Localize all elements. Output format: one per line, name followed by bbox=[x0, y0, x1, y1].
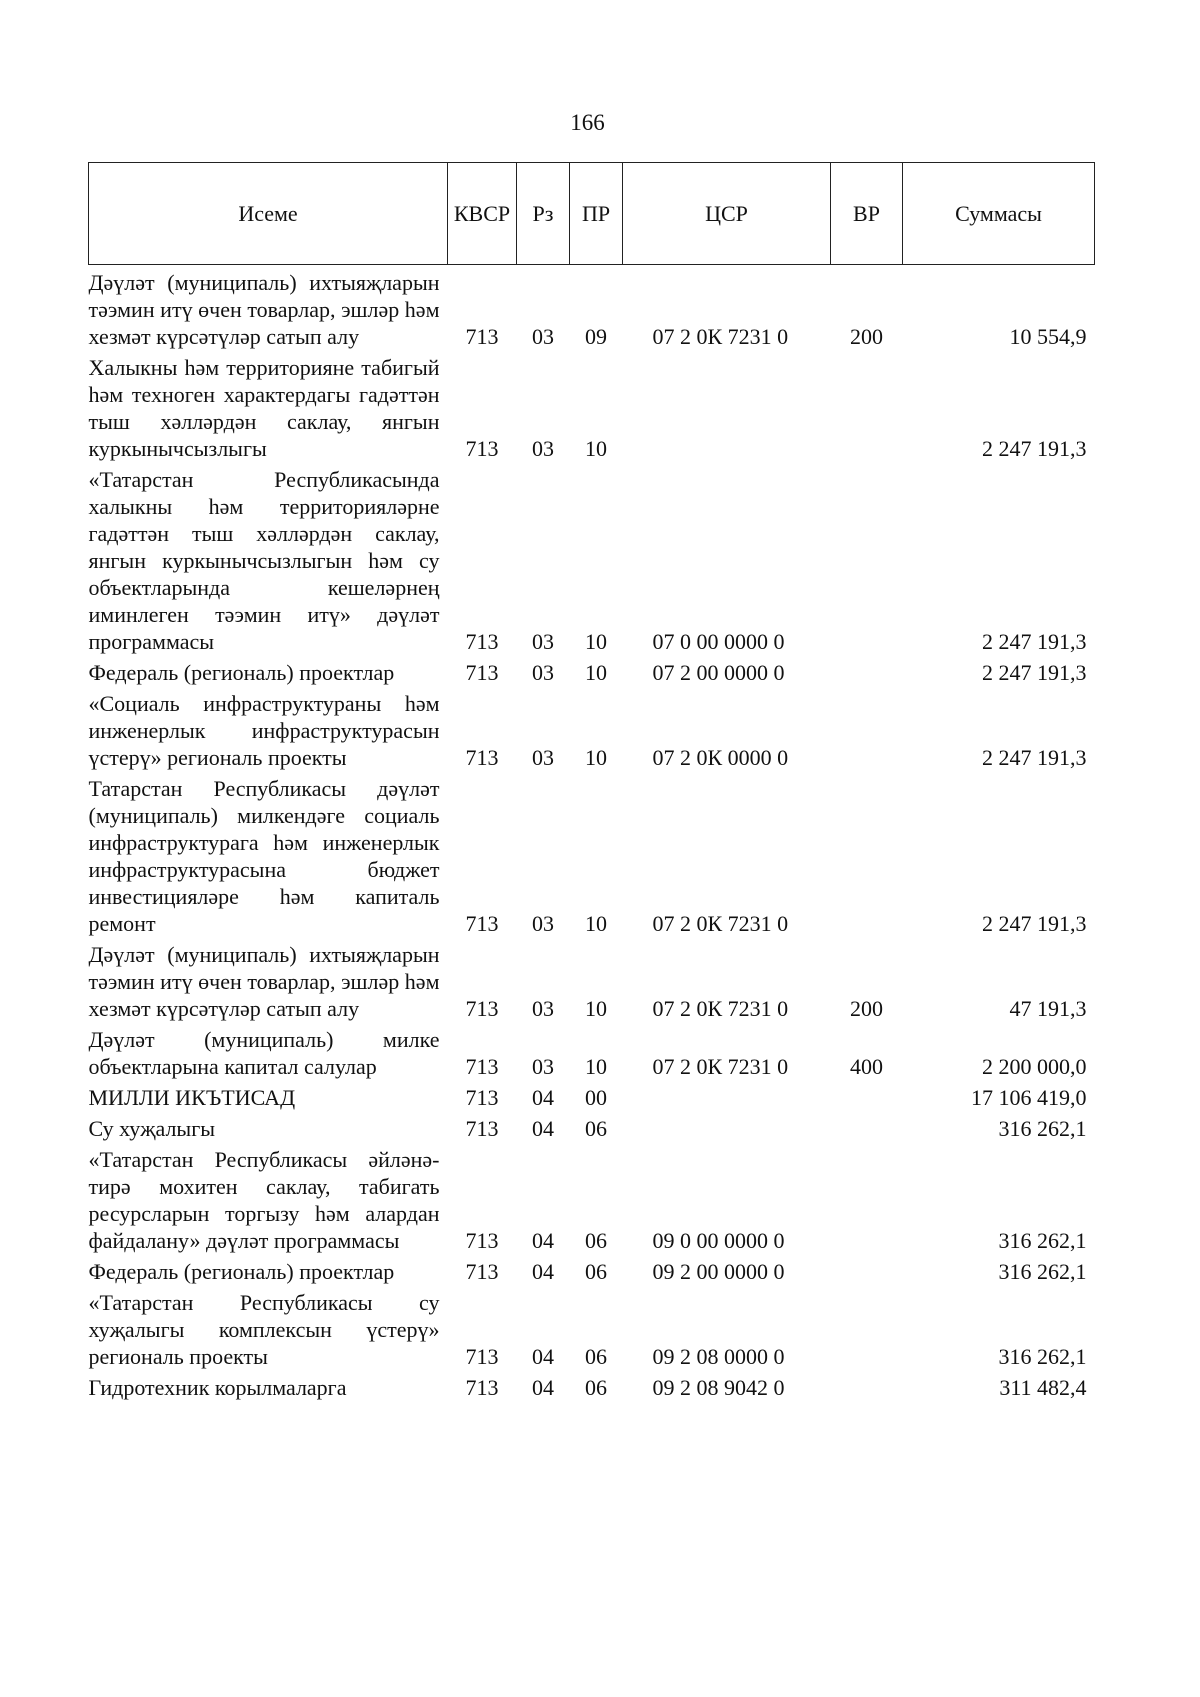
row-sum: 316 262,1 bbox=[998, 1116, 1087, 1141]
row-sum: 2 200 000,0 bbox=[982, 1054, 1087, 1079]
row-name: «Социаль инфраструктураны һәм инженерлык инфраструктурасын үстерү» региональ проекты bbox=[88, 691, 440, 770]
row-pr: 10 bbox=[585, 660, 607, 685]
row-csr: 07 2 0К 0000 0 bbox=[652, 745, 789, 770]
row-csr: 09 2 08 0000 0 bbox=[652, 1344, 785, 1369]
row-sum: 47 191,3 bbox=[1009, 996, 1087, 1021]
row-rz: 03 bbox=[532, 324, 554, 349]
row-rz: 03 bbox=[532, 436, 554, 461]
row-vr bbox=[831, 1287, 903, 1372]
table-row bbox=[89, 688, 1095, 773]
row-vr: 200 bbox=[850, 996, 883, 1021]
table-row bbox=[89, 773, 1095, 939]
header-csr: ЦСР bbox=[623, 163, 831, 265]
table-row bbox=[89, 1256, 1095, 1287]
row-pr: 06 bbox=[585, 1116, 607, 1141]
row-pr: 10 bbox=[585, 436, 607, 461]
row-name: Федераль (региональ) проектлар bbox=[88, 660, 395, 685]
row-kvsr: 713 bbox=[465, 911, 499, 936]
row-csr bbox=[623, 352, 831, 464]
row-rz: 03 bbox=[532, 911, 554, 936]
row-rz: 03 bbox=[532, 996, 554, 1021]
row-sum: 2 247 191,3 bbox=[982, 911, 1087, 936]
row-vr bbox=[831, 1256, 903, 1287]
row-name: «Татарстан Республикасында халыкны һәм территорияләрне гадәттән тыш хәлләрдән саклау, янгын куркынычсызлыгын һәм су объектларында кешеләрнең иминлеген тәэмин итү» дәүләт программасы bbox=[88, 467, 440, 654]
row-vr bbox=[831, 1082, 903, 1113]
row-csr bbox=[623, 1082, 831, 1113]
row-name: Халыкны һәм территорияне табигый һәм техноген характердагы гадәттән тыш хәлләрдән саклау, янгын куркынычсызлыгы bbox=[88, 355, 440, 461]
table-row bbox=[89, 1287, 1095, 1372]
row-vr bbox=[831, 688, 903, 773]
row-name: Дәүләт (муниципаль) милке объектларына капитал салулар bbox=[88, 1027, 440, 1079]
page-number: 166 bbox=[570, 110, 605, 135]
row-rz: 04 bbox=[532, 1228, 554, 1253]
row-vr bbox=[831, 352, 903, 464]
row-vr bbox=[831, 464, 903, 657]
row-rz: 03 bbox=[532, 660, 554, 685]
row-vr bbox=[831, 657, 903, 688]
row-name: «Татарстан Республикасы су хуҗалыгы комплексын үстерү» региональ проекты bbox=[88, 1290, 440, 1369]
row-pr: 10 bbox=[585, 1054, 607, 1079]
row-pr: 09 bbox=[585, 324, 607, 349]
row-pr: 10 bbox=[585, 911, 607, 936]
row-vr bbox=[831, 1144, 903, 1256]
header-pr: ПР bbox=[570, 163, 623, 265]
table-row bbox=[89, 657, 1095, 688]
row-kvsr: 713 bbox=[465, 1344, 499, 1369]
row-sum: 2 247 191,3 bbox=[982, 745, 1087, 770]
row-csr bbox=[623, 1113, 831, 1144]
row-sum: 316 262,1 bbox=[998, 1259, 1087, 1284]
row-csr: 07 2 0К 7231 0 bbox=[652, 324, 789, 349]
row-vr bbox=[831, 1113, 903, 1144]
row-rz: 04 bbox=[532, 1259, 554, 1284]
row-kvsr: 713 bbox=[465, 324, 499, 349]
row-csr: 07 2 0К 7231 0 bbox=[652, 1054, 789, 1079]
row-vr bbox=[831, 773, 903, 939]
row-vr: 200 bbox=[850, 324, 883, 349]
row-pr: 00 bbox=[585, 1085, 607, 1110]
row-rz: 04 bbox=[532, 1085, 554, 1110]
table-row bbox=[89, 939, 1095, 1024]
row-pr: 10 bbox=[585, 629, 607, 654]
row-sum: 17 106 419,0 bbox=[971, 1085, 1087, 1110]
row-pr: 10 bbox=[585, 996, 607, 1021]
table-row bbox=[89, 464, 1095, 657]
header-name: Исеме bbox=[89, 163, 448, 265]
row-sum: 2 247 191,3 bbox=[982, 660, 1087, 685]
row-kvsr: 713 bbox=[465, 1259, 499, 1284]
row-rz: 03 bbox=[532, 745, 554, 770]
row-name: Дәүләт (муниципаль) ихтыяҗларын тәэмин итү өчен товарлар, эшләр һәм хезмәт күрсәтүләр сатып алу bbox=[88, 942, 440, 1021]
table-row bbox=[89, 352, 1095, 464]
table-header-row bbox=[89, 163, 1095, 265]
row-kvsr: 713 bbox=[465, 436, 499, 461]
row-name: Дәүләт (муниципаль) ихтыяҗларын тәэмин итү өчен товарлар, эшләр һәм хезмәт күрсәтүләр сатып алу bbox=[88, 270, 440, 349]
row-csr: 07 0 00 0000 0 bbox=[652, 629, 785, 654]
row-name: Гидротехник корылмаларга bbox=[88, 1375, 347, 1400]
header-rz: Рз bbox=[517, 163, 570, 265]
row-kvsr: 713 bbox=[465, 1228, 499, 1253]
row-vr bbox=[831, 1372, 903, 1403]
row-kvsr: 713 bbox=[465, 629, 499, 654]
row-sum: 316 262,1 bbox=[998, 1228, 1087, 1253]
row-name: Су хуҗалыгы bbox=[88, 1116, 216, 1141]
row-rz: 04 bbox=[532, 1375, 554, 1400]
row-pr: 06 bbox=[585, 1344, 607, 1369]
row-kvsr: 713 bbox=[465, 745, 499, 770]
row-kvsr: 713 bbox=[465, 1085, 499, 1110]
row-name: Федераль (региональ) проектлар bbox=[88, 1259, 395, 1284]
header-sum: Суммасы bbox=[903, 163, 1095, 265]
row-rz: 04 bbox=[532, 1344, 554, 1369]
row-pr: 06 bbox=[585, 1259, 607, 1284]
row-vr: 400 bbox=[850, 1054, 883, 1079]
row-sum: 311 482,4 bbox=[999, 1375, 1087, 1400]
row-kvsr: 713 bbox=[465, 1375, 499, 1400]
row-name: Татарстан Республикасы дәүләт (муниципаль) милкендәге социаль инфраструктурага һәм инженерлык инфраструктурасына бюджет инвестицияләре һәм капиталь ремонт bbox=[88, 776, 440, 936]
row-kvsr: 713 bbox=[465, 1116, 499, 1141]
row-pr: 06 bbox=[585, 1375, 607, 1400]
row-csr: 09 2 00 0000 0 bbox=[652, 1259, 785, 1284]
row-csr: 09 2 08 9042 0 bbox=[652, 1375, 785, 1400]
table-row bbox=[89, 1024, 1095, 1082]
row-pr: 10 bbox=[585, 745, 607, 770]
row-kvsr: 713 bbox=[465, 660, 499, 685]
table-row bbox=[89, 265, 1095, 353]
row-name: МИЛЛИ ИКЪТИСАД bbox=[88, 1085, 296, 1110]
row-pr: 06 bbox=[585, 1228, 607, 1253]
row-csr: 07 2 0К 7231 0 bbox=[652, 911, 789, 936]
row-csr: 09 0 00 0000 0 bbox=[652, 1228, 785, 1253]
table-row bbox=[89, 1113, 1095, 1144]
row-kvsr: 713 bbox=[465, 996, 499, 1021]
table-row bbox=[89, 1082, 1095, 1113]
row-sum: 10 554,9 bbox=[1009, 324, 1087, 349]
row-rz: 03 bbox=[532, 1054, 554, 1079]
row-csr: 07 2 00 0000 0 bbox=[652, 660, 785, 685]
row-sum: 2 247 191,3 bbox=[982, 629, 1087, 654]
header-kvsr: КВСР bbox=[448, 163, 517, 265]
table-row bbox=[89, 1372, 1095, 1403]
row-rz: 03 bbox=[532, 629, 554, 654]
row-name: «Татарстан Республикасы әйләнә-тирә мохитен саклау, табигать ресурсларын торгызу һәм алардан файдалану» дәүләт программасы bbox=[88, 1147, 440, 1253]
header-vr: ВР bbox=[831, 163, 903, 265]
table-row bbox=[89, 1144, 1095, 1256]
row-sum: 2 247 191,3 bbox=[982, 436, 1087, 461]
row-csr: 07 2 0К 7231 0 bbox=[652, 996, 789, 1021]
row-rz: 04 bbox=[532, 1116, 554, 1141]
row-kvsr: 713 bbox=[465, 1054, 499, 1079]
budget-table bbox=[88, 162, 1095, 1403]
row-sum: 316 262,1 bbox=[998, 1344, 1087, 1369]
